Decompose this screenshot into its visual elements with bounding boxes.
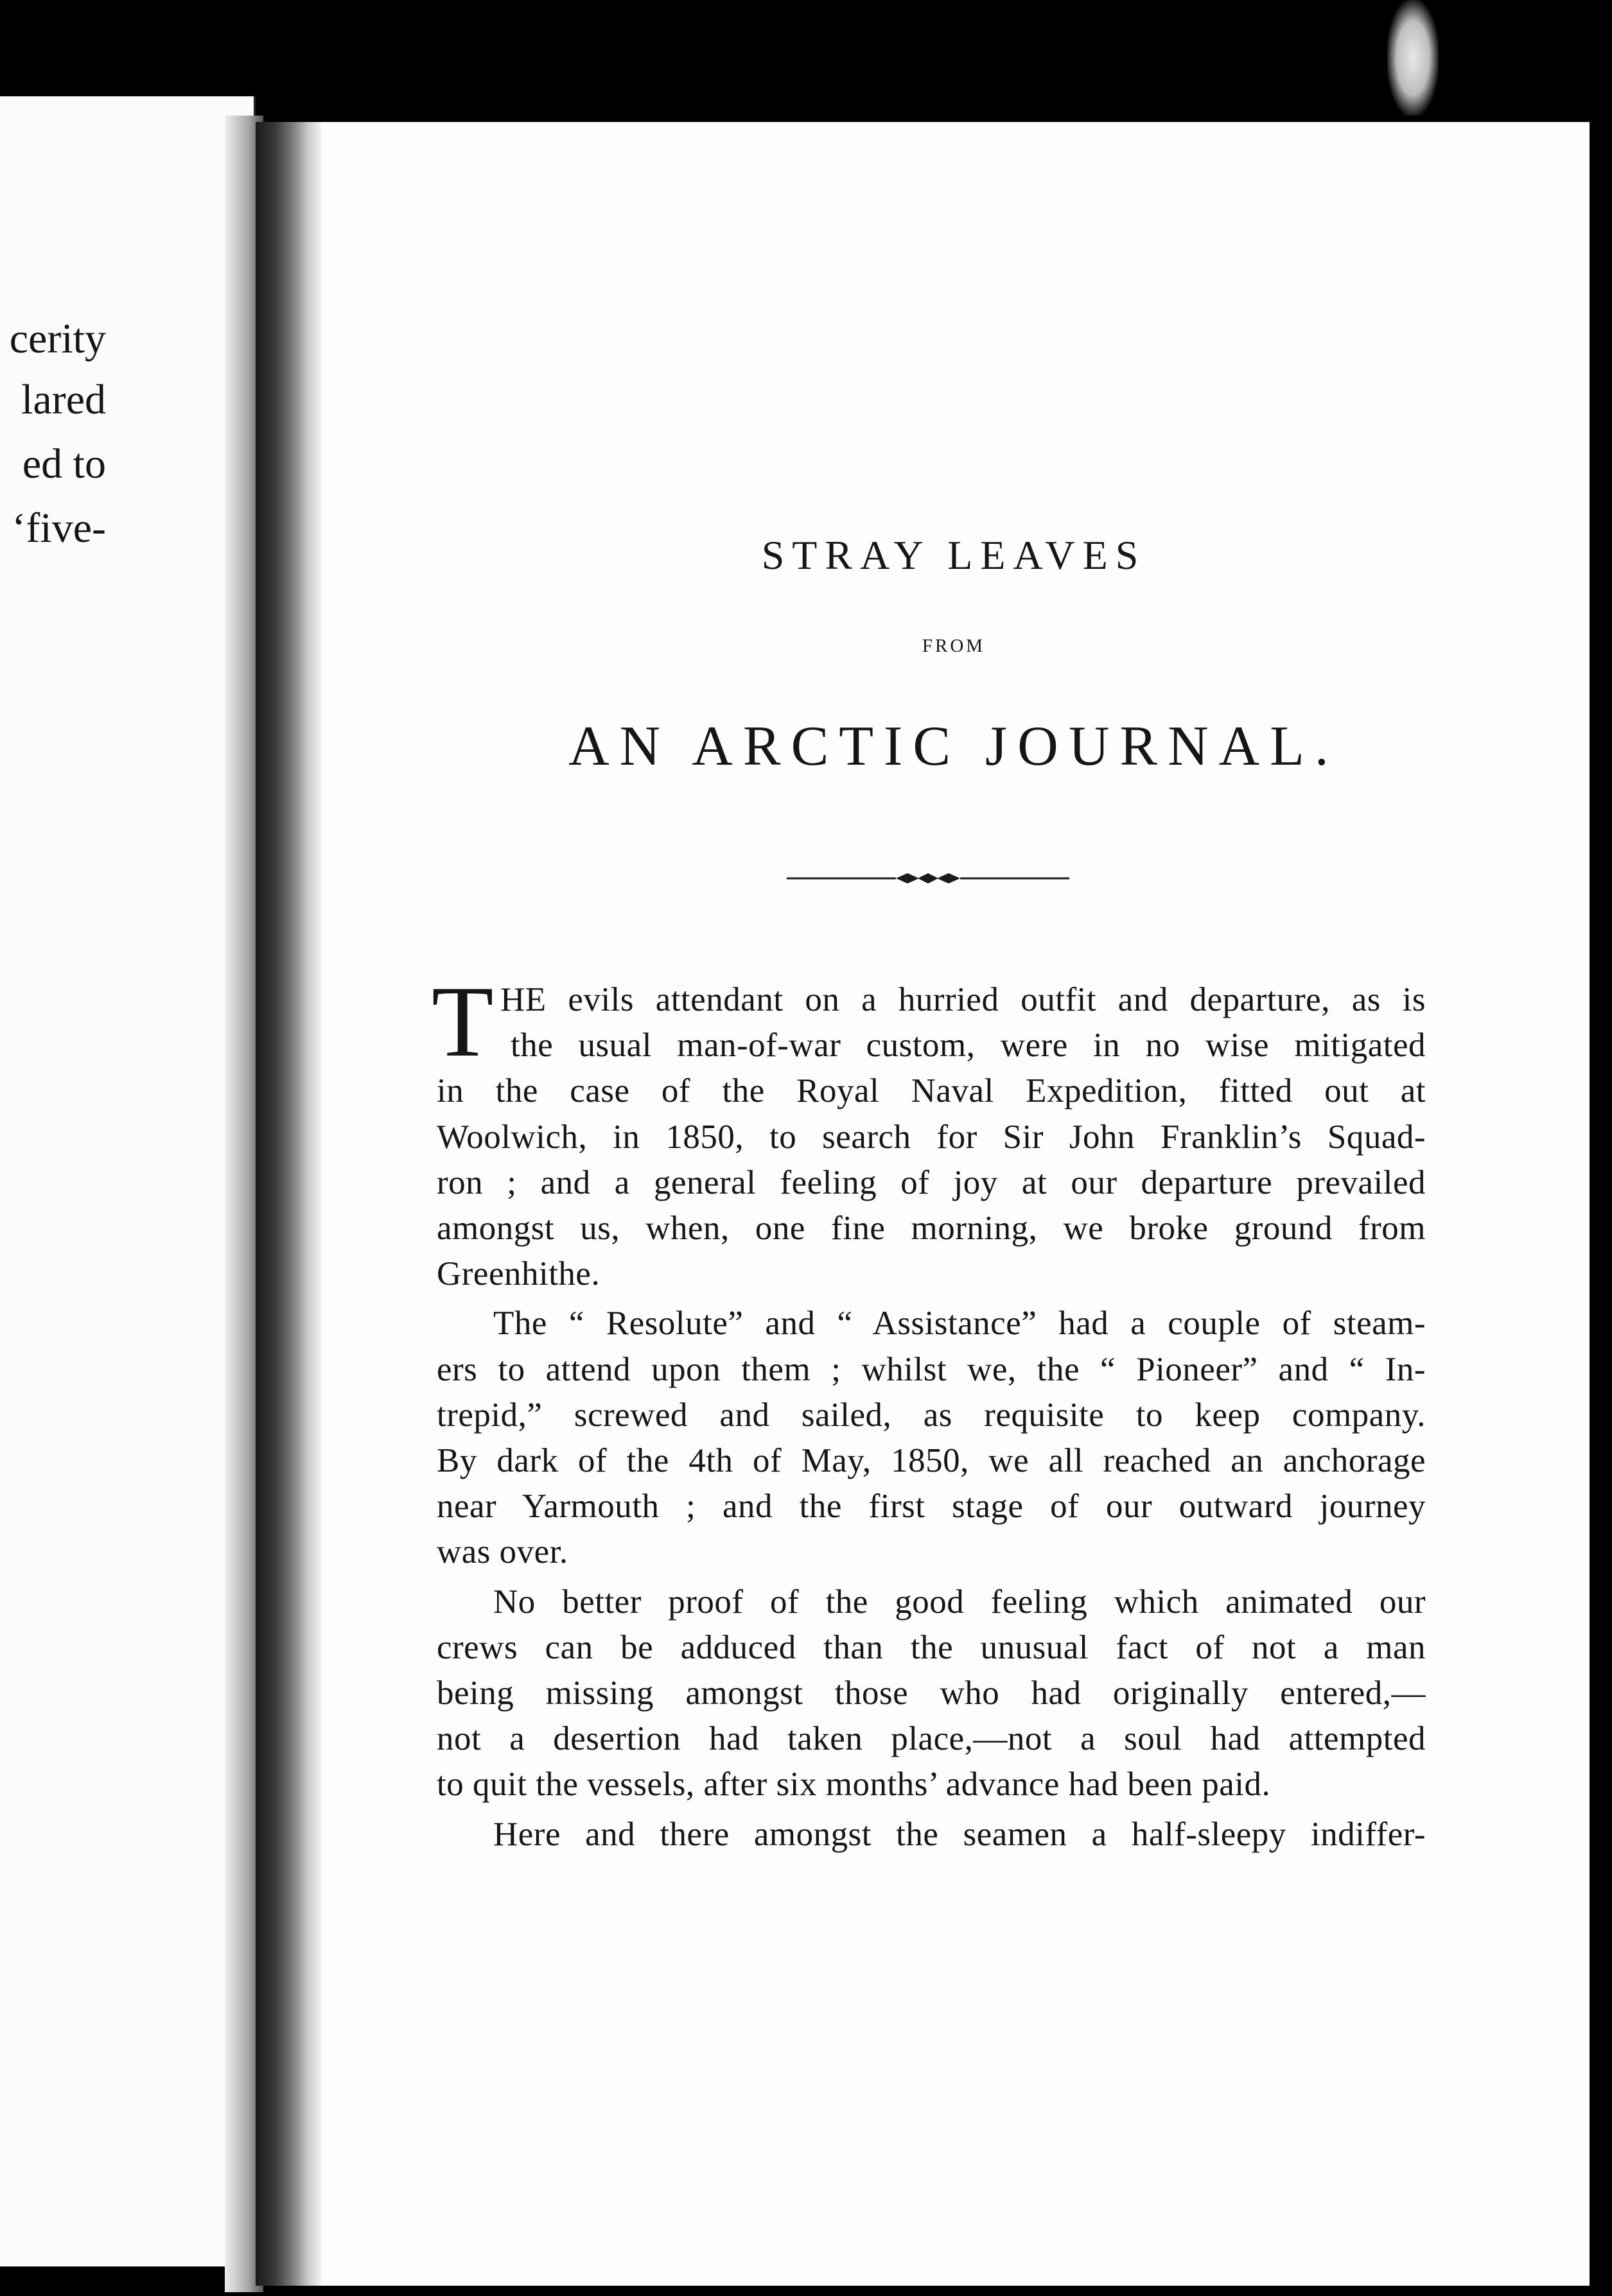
title-line-3: AN ARCTIC JOURNAL. bbox=[568, 715, 1339, 778]
body-text bbox=[432, 966, 1426, 1857]
text-line: was over. bbox=[437, 1533, 568, 1571]
left-page-fragment: ‘five- bbox=[12, 505, 106, 552]
text-line: Here and there amongst the seamen a half-sleepy indiffer- bbox=[493, 1815, 1426, 1853]
text-line: the usual man-of-war custom, were in no wise mitigated bbox=[511, 1027, 1426, 1065]
text-line: near Yarmouth ; and the first stage of our outward journey bbox=[437, 1488, 1426, 1526]
text-line: trepid,” screwed and sailed, as requisite to keep company. bbox=[437, 1396, 1426, 1434]
left-page-fragment: lared bbox=[21, 376, 106, 423]
paragraph bbox=[437, 1301, 1426, 1575]
text-line: ron ; and a general feeling of joy at our departure prevailed bbox=[437, 1163, 1426, 1201]
left-page-fragment: ed to bbox=[22, 440, 106, 487]
text-line: not a desertion had taken place,—not a soul had attempted bbox=[437, 1720, 1426, 1758]
text-line: crews can be adduced than the unusual fact of not a man bbox=[437, 1628, 1426, 1666]
drop-cap: T bbox=[432, 966, 495, 1078]
text-line: ers to attend upon them ; whilst we, the “ Pioneer” and “ In- bbox=[437, 1350, 1426, 1388]
ornament-divider bbox=[787, 865, 1069, 891]
left-page-fragment: cerity bbox=[9, 315, 106, 362]
text-line: Greenhithe. bbox=[437, 1255, 600, 1293]
text-line: in the case of the Royal Naval Expedition, fitted out at bbox=[437, 1072, 1426, 1110]
text-line: to quit the vessels, after six months’ advance had been paid. bbox=[437, 1766, 1271, 1804]
text-line: HE evils attendant on a hurried outfit and departure, as is bbox=[500, 981, 1426, 1018]
text-line: The “ Resolute” and “ Assistance” had a couple of steam- bbox=[493, 1305, 1426, 1343]
left-page bbox=[0, 96, 256, 2266]
text-line: amongst us, when, one fine morning, we broke ground from bbox=[437, 1210, 1426, 1248]
paragraph bbox=[437, 1812, 1426, 1857]
text-line: By dark of the 4th of May, 1850, we all reached an anchorage bbox=[437, 1442, 1426, 1480]
text-line: being missing amongst those who had originally entered,— bbox=[437, 1674, 1426, 1712]
paragraph bbox=[432, 966, 1426, 1297]
text-line: Woolwich, in 1850, to search for Sir John Franklin’s Squad- bbox=[437, 1118, 1426, 1156]
title-line-2: FROM bbox=[922, 636, 986, 656]
scan-artifact bbox=[1387, 0, 1439, 116]
text-line: No better proof of the good feeling which animated our bbox=[493, 1583, 1426, 1621]
title-line-1: STRAY LEAVES bbox=[761, 532, 1146, 578]
paragraph bbox=[437, 1579, 1426, 1808]
page-gutter bbox=[256, 122, 321, 2286]
